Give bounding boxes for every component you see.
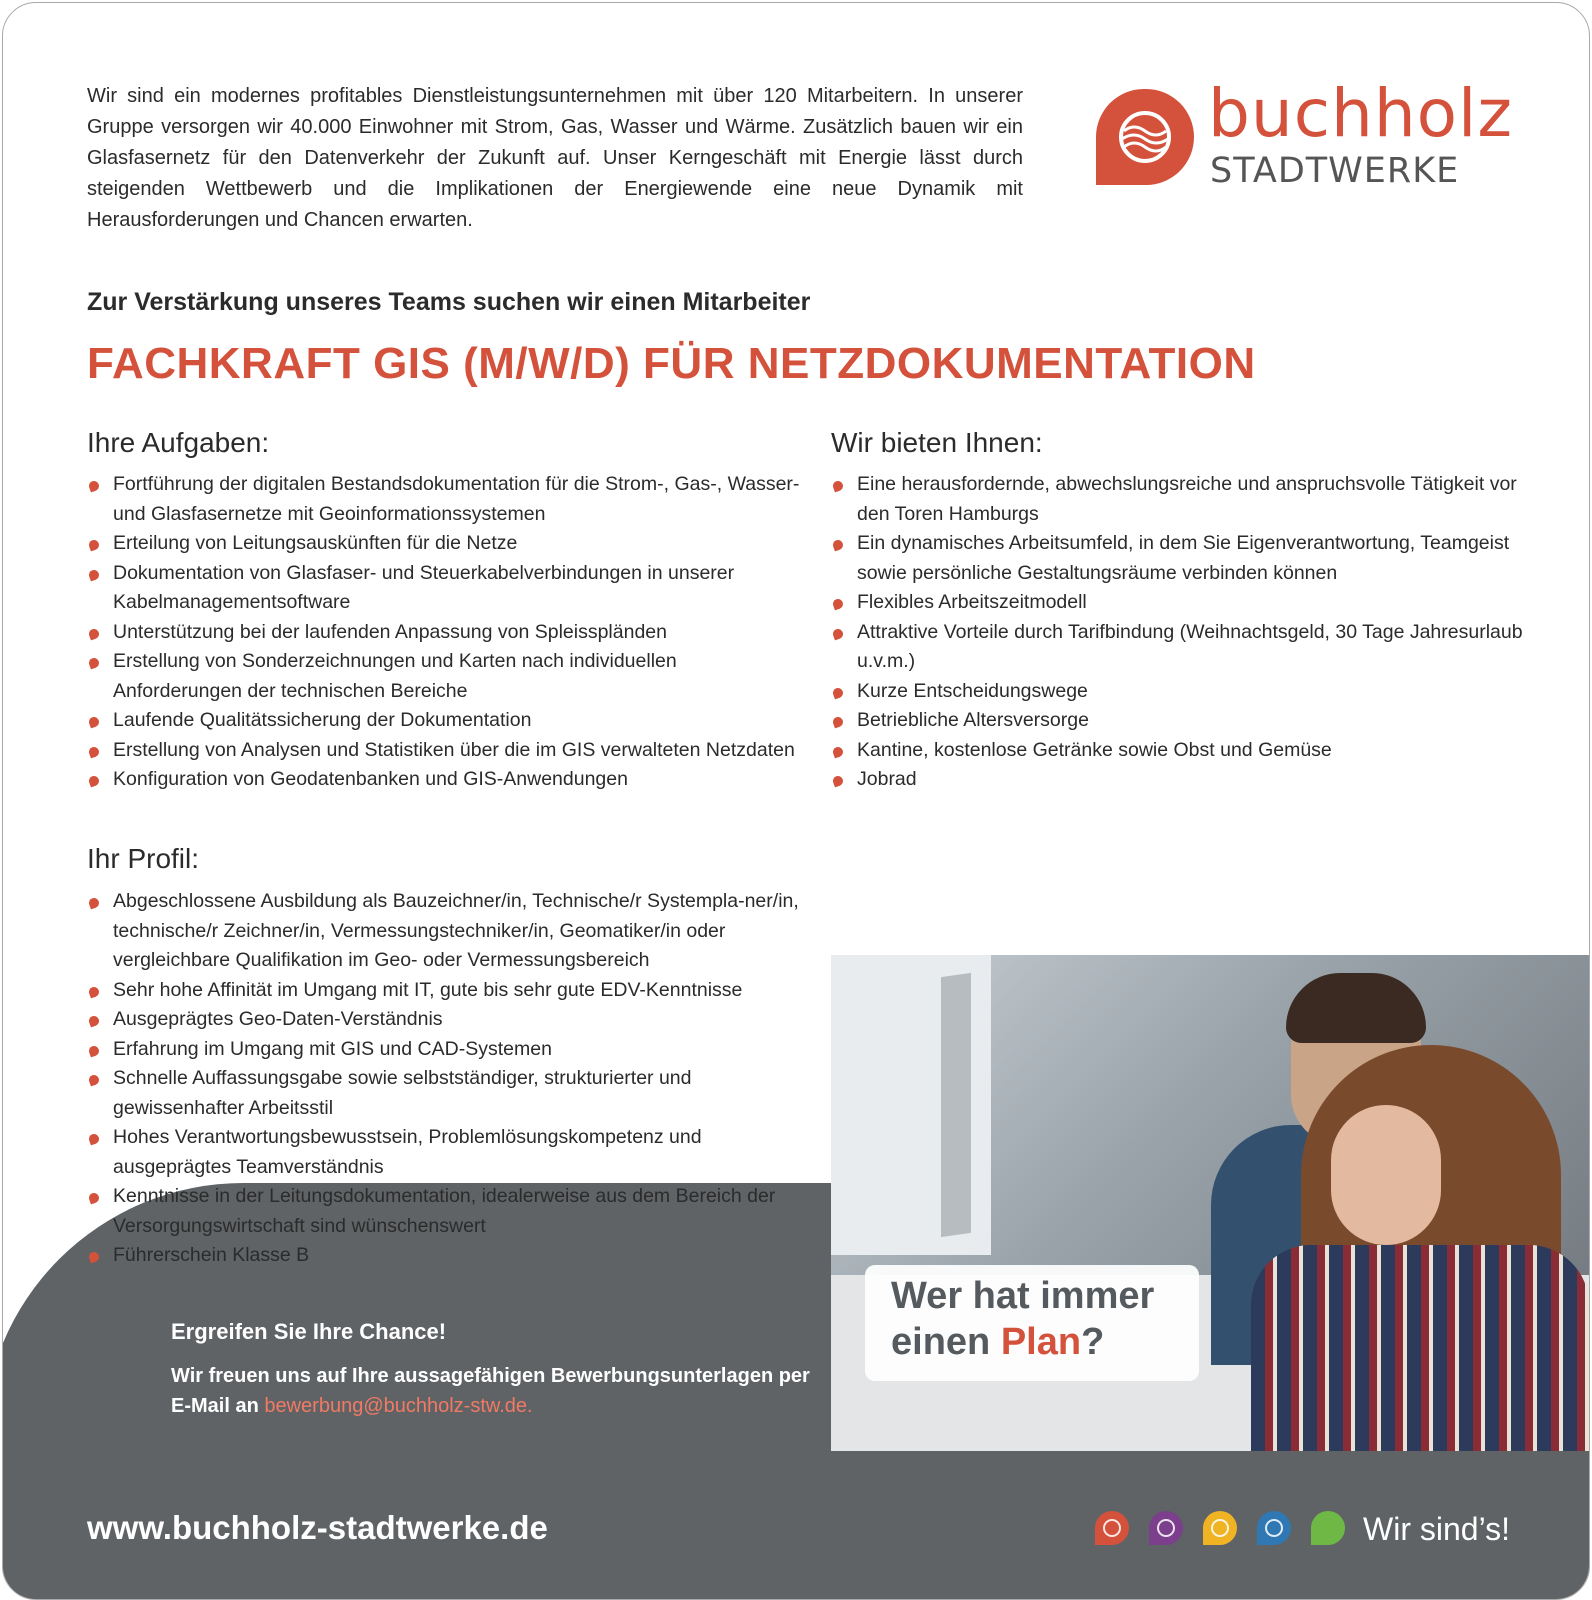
list-item <box>87 736 807 766</box>
list-item-text: Dokumentation von Glasfaser- und Steuerkabelverbindungen in unserer Kabelmanagementsoftware <box>113 561 735 613</box>
list-item <box>87 1064 807 1123</box>
list-item-text: Kantine, kostenlose Getränke sowie Obst und Gemüse <box>857 738 1332 761</box>
bullet-icon <box>832 480 845 493</box>
email-link[interactable]: bewerbung@buchholz-stw.de. <box>264 1395 533 1417</box>
bullet-icon <box>88 985 101 998</box>
list-item-text: Konfiguration von Geodatenbanken und GIS-Anwendungen <box>113 768 628 790</box>
photo-caption-box <box>865 1265 1199 1381</box>
icon-ring <box>1103 1519 1121 1537</box>
list-item <box>87 706 807 736</box>
website-link[interactable]: www.buchholz-stadtwerke.de <box>87 1509 548 1546</box>
list-item-text: Kenntnisse in der Leitungsdokumentation, idealerweise aus dem Bereich der Versorgungswirtschaft sind wünschenswert <box>113 1185 776 1237</box>
list-item <box>831 618 1541 677</box>
list-item-text: Schnelle Auffassungsgabe sowie selbstständiger, strukturierter und gewissenhafter Arbeitsstil <box>113 1067 692 1119</box>
bieten-heading: Wir bieten Ihnen: <box>831 427 1043 458</box>
profil-list <box>87 887 807 1271</box>
list-item-text: Erstellung von Sonderzeichnungen und Karten nach individuellen Anforderungen der technischen Bereiche <box>113 650 677 702</box>
wasser-icon <box>1257 1511 1291 1545</box>
bullet-icon <box>88 568 101 581</box>
list-item-text: Erfahrung im Umgang mit GIS und CAD-Systemen <box>113 1037 552 1060</box>
bullet-icon <box>832 775 845 788</box>
man-hair <box>1286 973 1426 1043</box>
bullet-icon <box>88 1251 101 1264</box>
bullet-icon <box>88 716 101 729</box>
bullet-icon <box>88 1044 101 1057</box>
cta-title: Ergreifen Sie Ihre Chance! <box>171 1319 447 1344</box>
list-item-text: Jobrad <box>857 768 917 790</box>
list-item-text: Eine herausfordernde, abwechslungsreiche und anspruchsvolle Tätigkeit vor den Toren Hamburgs <box>857 473 1517 525</box>
icon-ring <box>1157 1519 1175 1537</box>
bullet-icon <box>88 1192 101 1205</box>
bullet-icon <box>832 598 845 611</box>
profil-heading: Ihr Profil: <box>87 843 200 874</box>
bullet-icon <box>832 539 845 552</box>
list-item-text: Erstellung von Analysen und Statistiken über die im GIS verwalteten Netzdaten <box>113 738 795 761</box>
list-item-text: Erteilung von Leitungsauskünften für die Netze <box>113 532 518 554</box>
company-logo <box>1096 75 1514 195</box>
list-item <box>87 559 807 618</box>
list-item-text: Laufende Qualitätssicherung der Dokumentation <box>113 709 532 731</box>
bullet-icon <box>88 627 101 640</box>
photo-caption-line2 <box>891 1321 1104 1364</box>
aufgaben-heading: Ihre Aufgaben: <box>87 427 270 458</box>
logo-subtitle: STADTWERKE <box>1210 151 1460 191</box>
list-item-text: Ausgeprägtes Geo-Daten-Verständnis <box>113 1008 443 1030</box>
list-item-text: Abgeschlossene Ausbildung als Bauzeichner/in, Technische/r Systempla-ner/in, technische/r Zeichner/in, Vermessungstechniker/in, Geomatiker/in oder vergleichbare Qualifikation im Geo- oder Vermessungsbereich <box>113 890 799 971</box>
bullet-icon <box>88 1074 101 1087</box>
list-item-text: Ein dynamisches Arbeitsumfeld, in dem Sie Eigenverantwortung, Teamgeist sowie persönliche Gestaltungsräume verbinden können <box>857 532 1510 584</box>
list-item <box>87 470 807 529</box>
slogan: Wir sind’s! <box>1363 1511 1510 1547</box>
bullet-icon <box>88 1015 101 1028</box>
list-item <box>87 529 807 559</box>
bullet-icon <box>88 897 101 910</box>
icon-ring <box>1211 1519 1229 1537</box>
caption-pre: einen <box>891 1321 1001 1363</box>
list-item <box>831 470 1541 529</box>
list-item-text: Sehr hohe Affinität im Umgang mit IT, gute bis sehr gute EDV-Kenntnisse <box>113 978 743 1001</box>
aufgaben-list <box>87 470 807 795</box>
list-item <box>831 588 1541 618</box>
caption-highlight: Plan <box>1000 1321 1082 1363</box>
bullet-icon <box>832 627 845 640</box>
list-item <box>87 765 807 795</box>
monitor-edge <box>941 973 971 1237</box>
cta-body: Wir freuen uns auf Ihre aussagefähigen Bewerbungsunterlagen per E-Mail an <box>171 1365 810 1417</box>
bullet-icon <box>832 686 845 699</box>
list-item <box>831 529 1541 588</box>
logo-name: buchholz <box>1208 75 1514 152</box>
logo-mark-icon <box>1096 89 1194 185</box>
bullet-icon <box>88 539 101 552</box>
bullet-icon <box>88 657 101 670</box>
job-ad-frame <box>2 2 1590 1600</box>
list-item <box>831 677 1541 707</box>
bullet-icon <box>88 1133 101 1146</box>
list-item <box>87 1182 807 1241</box>
bullet-icon <box>88 745 101 758</box>
caption-post: ? <box>1081 1321 1105 1363</box>
woman-face <box>1331 1105 1441 1245</box>
woman-shirt <box>1251 1245 1589 1451</box>
list-item <box>831 706 1541 736</box>
lead-text: Zur Verstärkung unseres Teams suchen wir einen Mitarbeiter <box>87 288 811 316</box>
glasfaser-icon <box>1149 1511 1183 1545</box>
intro-text: Wir sind ein modernes profitables Dienstleistungsunternehmen mit über 120 Mitarbeitern. In unserer Gruppe versorgen wir 40.000 Einwohner mit Strom, Gas, Wasser und Wärme. Zusätzlich bauen wir ein Glasfasernetz für den Datenverkehr der Zukunft auf. Unser Kerngeschäft mit Energie lässt durch steigenden Wettbewerb und die Implikationen der Energiewende eine neue Dynamik mit Herausforderungen und Chancen erwarten. <box>87 85 1023 231</box>
list-item <box>87 887 807 976</box>
list-item-text: Betriebliche Altersversorge <box>857 709 1089 731</box>
leaf-icon <box>1311 1511 1345 1545</box>
list-item <box>87 1241 807 1271</box>
bieten-list <box>831 470 1541 795</box>
bullet-icon <box>88 775 101 788</box>
bullet-icon <box>88 480 101 493</box>
job-title: FACHKRAFT GIS (M/W/D) FÜR NETZDOKUMENTATION <box>87 339 1256 388</box>
list-item <box>87 1035 807 1065</box>
cta-text <box>171 1361 811 1421</box>
list-item <box>87 976 807 1006</box>
list-item-text: Attraktive Vorteile durch Tarifbindung (Weihnachtsgeld, 30 Tage Jahresurlaub u.v.m.) <box>857 620 1523 672</box>
list-item-text: Flexibles Arbeitszeitmodell <box>857 591 1087 613</box>
list-item-text: Führerschein Klasse B <box>113 1244 310 1266</box>
bullet-icon <box>832 716 845 729</box>
strom-icon <box>1095 1511 1129 1545</box>
list-item <box>87 618 807 648</box>
list-item-text: Unterstützung bei der laufenden Anpassung von Spleisspländen <box>113 620 667 643</box>
list-item-text: Fortführung der digitalen Bestandsdokumentation für die Strom-, Gas-, Wasser- und Glasfasernetze mit Geoinformationssystemen <box>113 473 800 525</box>
photo-caption-line1: Wer hat immer <box>891 1275 1155 1317</box>
bullet-icon <box>832 745 845 758</box>
list-item-text: Kurze Entscheidungswege <box>857 679 1088 702</box>
icon-ring <box>1265 1519 1283 1537</box>
list-item <box>87 1123 807 1182</box>
list-item <box>831 736 1541 766</box>
list-item-text: Hohes Verantwortungsbewusstsein, Problemlösungskompetenz und ausgeprägtes Teamverständnis <box>113 1126 702 1178</box>
list-item <box>831 765 1541 795</box>
list-item <box>87 1005 807 1035</box>
gas-icon <box>1203 1511 1237 1545</box>
list-item <box>87 647 807 706</box>
